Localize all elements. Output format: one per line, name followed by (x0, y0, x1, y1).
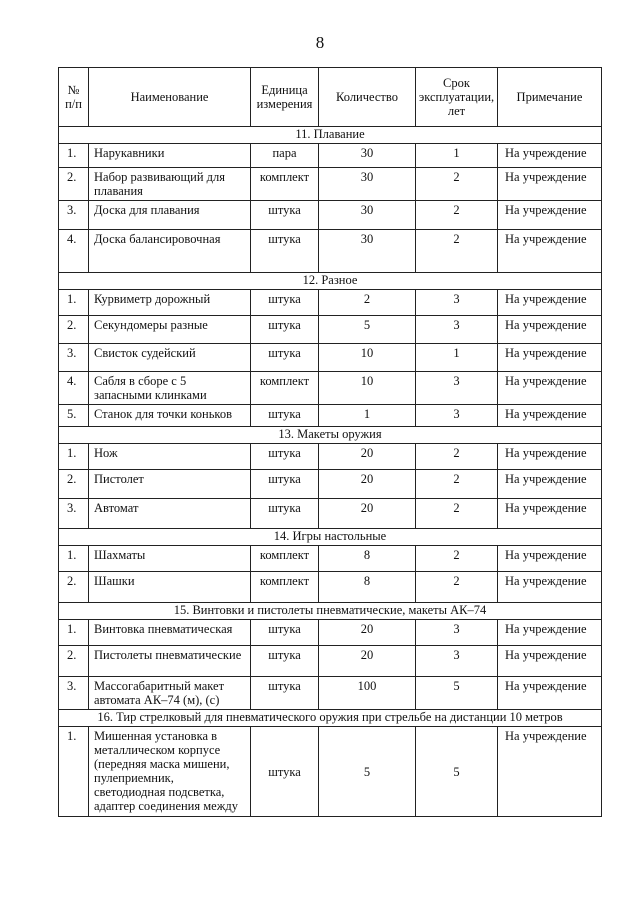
cell-note: На учреждение (498, 344, 602, 372)
cell-unit: штука (251, 290, 319, 316)
cell-note: На учреждение (498, 144, 602, 168)
table-row (59, 344, 602, 372)
cell-life: 2 (416, 168, 498, 201)
cell-num: 2. (59, 470, 89, 499)
cell-note: На учреждение (498, 230, 602, 273)
cell-note: На учреждение (498, 444, 602, 470)
cell-unit: штука (251, 201, 319, 230)
cell-num: 2. (59, 572, 89, 603)
cell-qty: 30 (319, 201, 416, 230)
cell-name: Винтовка пневматическая (89, 620, 251, 646)
cell-qty: 10 (319, 372, 416, 405)
table-row (59, 444, 602, 470)
cell-num: 3. (59, 677, 89, 710)
cell-num: 3. (59, 201, 89, 230)
header-num: № п/п (59, 68, 89, 127)
section-title: 16. Тир стрелковый для пневматического оружия при стрельбе на дистанции 10 метров (59, 710, 602, 727)
cell-qty: 8 (319, 572, 416, 603)
cell-num: 4. (59, 230, 89, 273)
cell-note: На учреждение (498, 546, 602, 572)
cell-num: 1. (59, 546, 89, 572)
cell-note: На учреждение (498, 677, 602, 710)
cell-name: Нарукавники (89, 144, 251, 168)
cell-unit: комплект (251, 372, 319, 405)
cell-life: 3 (416, 646, 498, 677)
section-title: 14. Игры настольные (59, 529, 602, 546)
section-title-row (59, 127, 602, 144)
header-unit: Единица измерения (251, 68, 319, 127)
cell-note: На учреждение (498, 168, 602, 201)
table-row (59, 290, 602, 316)
header-life: Срок эксплуатации, лет (416, 68, 498, 127)
cell-unit: комплект (251, 546, 319, 572)
cell-name: Набор развивающий для плавания (89, 168, 251, 201)
cell-name: Секундомеры разные (89, 316, 251, 344)
cell-num: 3. (59, 499, 89, 529)
cell-life: 1 (416, 344, 498, 372)
cell-name: Пистолеты пневматические (89, 646, 251, 677)
page-number: 8 (315, 33, 325, 52)
cell-name: Доска балансировочная (89, 230, 251, 273)
cell-name: Доска для плавания (89, 201, 251, 230)
table-row (59, 168, 602, 201)
cell-name: Шашки (89, 572, 251, 603)
cell-num: 5. (59, 405, 89, 427)
cell-qty: 20 (319, 470, 416, 499)
cell-unit: штука (251, 646, 319, 677)
header-qty: Количество (319, 68, 416, 127)
table-row (59, 620, 602, 646)
cell-num: 1. (59, 144, 89, 168)
cell-life: 2 (416, 230, 498, 273)
cell-unit: штука (251, 499, 319, 529)
cell-life: 3 (416, 316, 498, 344)
header-name: Наименование (89, 68, 251, 127)
cell-name: Курвиметр дорожный (89, 290, 251, 316)
cell-unit: штука (251, 444, 319, 470)
header-note: Примечание (498, 68, 602, 127)
cell-name: Автомат (89, 499, 251, 529)
cell-name: Пистолет (89, 470, 251, 499)
cell-name: Шахматы (89, 546, 251, 572)
cell-unit: штука (251, 677, 319, 710)
cell-unit: штука (251, 316, 319, 344)
cell-unit: комплект (251, 168, 319, 201)
cell-note: На учреждение (498, 727, 602, 817)
cell-qty: 30 (319, 168, 416, 201)
table-row (59, 646, 602, 677)
cell-life: 5 (416, 677, 498, 710)
table-row (59, 499, 602, 529)
table-row (59, 144, 602, 168)
cell-num: 4. (59, 372, 89, 405)
cell-name: Станок для точки коньков (89, 405, 251, 427)
table-row (59, 546, 602, 572)
cell-note: На учреждение (498, 470, 602, 499)
cell-qty: 20 (319, 499, 416, 529)
section-title-row (59, 529, 602, 546)
cell-unit: штука (251, 230, 319, 273)
cell-note: На учреждение (498, 499, 602, 529)
cell-unit: комплект (251, 572, 319, 603)
cell-name: Мишенная установка в металлическом корпусе (передняя маска мишени, пулеприемник, светодиодная подсветка, адаптер соединения между (89, 727, 251, 817)
table-row (59, 316, 602, 344)
cell-name: Нож (89, 444, 251, 470)
cell-unit: штука (251, 405, 319, 427)
cell-qty: 20 (319, 646, 416, 677)
cell-unit: штука (251, 344, 319, 372)
section-title-row (59, 710, 602, 727)
cell-num: 1. (59, 290, 89, 316)
cell-note: На учреждение (498, 646, 602, 677)
cell-qty: 5 (319, 316, 416, 344)
table-row (59, 470, 602, 499)
cell-note: На учреждение (498, 572, 602, 603)
cell-qty: 20 (319, 444, 416, 470)
cell-note: На учреждение (498, 201, 602, 230)
section-title: 13. Макеты оружия (59, 427, 602, 444)
section-title-row (59, 603, 602, 620)
cell-life: 2 (416, 546, 498, 572)
cell-name: Свисток судейский (89, 344, 251, 372)
cell-qty: 100 (319, 677, 416, 710)
cell-note: На учреждение (498, 290, 602, 316)
section-title-row (59, 427, 602, 444)
cell-life: 3 (416, 290, 498, 316)
cell-unit: штука (251, 620, 319, 646)
cell-qty: 30 (319, 230, 416, 273)
cell-num: 1. (59, 444, 89, 470)
table-header-row (59, 68, 602, 127)
cell-life: 2 (416, 470, 498, 499)
table-row (59, 572, 602, 603)
cell-qty: 1 (319, 405, 416, 427)
cell-note: На учреждение (498, 620, 602, 646)
table-row (59, 201, 602, 230)
cell-life: 1 (416, 144, 498, 168)
section-title: 11. Плавание (59, 127, 602, 144)
cell-note: На учреждение (498, 405, 602, 427)
table-row (59, 405, 602, 427)
cell-life: 3 (416, 372, 498, 405)
cell-num: 3. (59, 344, 89, 372)
cell-num: 2. (59, 316, 89, 344)
cell-qty: 2 (319, 290, 416, 316)
cell-life: 3 (416, 405, 498, 427)
cell-unit: штука (251, 470, 319, 499)
cell-qty: 8 (319, 546, 416, 572)
cell-qty: 5 (319, 727, 416, 817)
cell-life: 2 (416, 572, 498, 603)
cell-qty: 10 (319, 344, 416, 372)
cell-num: 2. (59, 646, 89, 677)
cell-note: На учреждение (498, 316, 602, 344)
cell-note: На учреждение (498, 372, 602, 405)
section-title: 15. Винтовки и пистолеты пневматические, макеты АК–74 (59, 603, 602, 620)
cell-life: 2 (416, 499, 498, 529)
section-title: 12. Разное (59, 273, 602, 290)
cell-life: 2 (416, 201, 498, 230)
equipment-table (58, 67, 602, 817)
cell-unit: штука (251, 727, 319, 817)
table-row (59, 230, 602, 273)
cell-unit: пара (251, 144, 319, 168)
cell-qty: 20 (319, 620, 416, 646)
cell-name: Сабля в сборе с 5 запасными клинками (89, 372, 251, 405)
section-title-row (59, 273, 602, 290)
table-row (59, 677, 602, 710)
cell-life: 2 (416, 444, 498, 470)
cell-life: 3 (416, 620, 498, 646)
cell-num: 1. (59, 620, 89, 646)
cell-num: 1. (59, 727, 89, 817)
cell-life: 5 (416, 727, 498, 817)
table-row (59, 727, 602, 817)
cell-qty: 30 (319, 144, 416, 168)
cell-num: 2. (59, 168, 89, 201)
table-row (59, 372, 602, 405)
cell-name: Массогабаритный макет автомата АК–74 (м), (с) (89, 677, 251, 710)
